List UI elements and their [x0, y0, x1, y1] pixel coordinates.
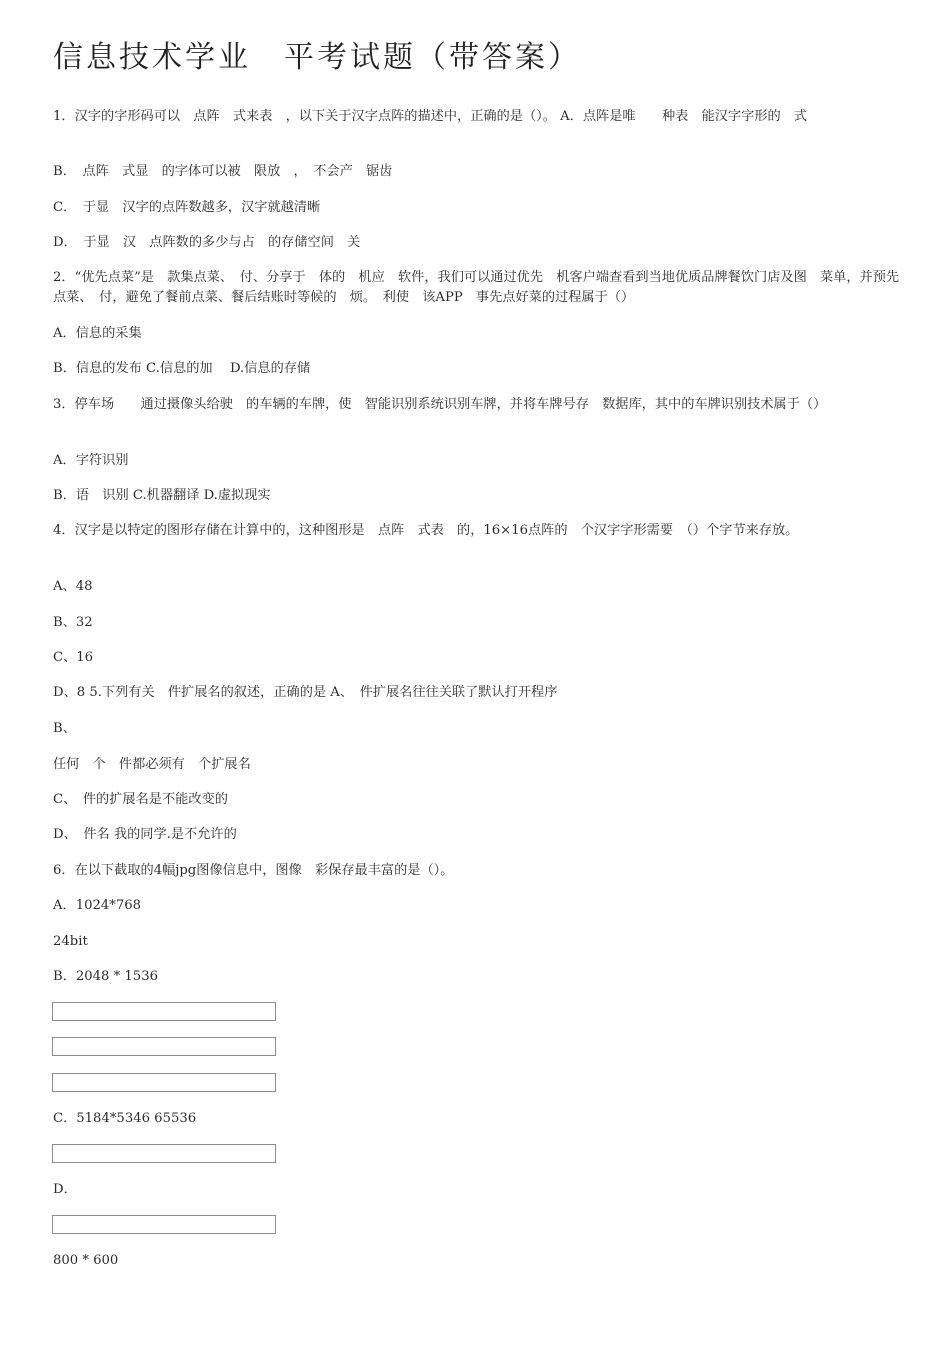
- question-4-option-c: C、16: [53, 650, 94, 665]
- empty-table-cell: [52, 1002, 276, 1021]
- question-1-option-b: B． 点阵 式显 的字体可以被 限放 ， 不会产 锯齿: [53, 164, 393, 179]
- question-6-stem: 6．在以下截取的4幅jpg图像信息中，图像 彩保存最丰富的是（）。: [53, 863, 454, 878]
- question-5-option-b-text: 任何 个 件都必须有 个扩展名: [53, 757, 251, 772]
- question-6-option-a: A．1024*768: [53, 898, 142, 913]
- empty-table-cell: [52, 1215, 276, 1234]
- question-1-stem: 1．汉字的字形码可以 点阵 式来表 ，以下关于汉字点阵的描述中，正确的是（）。 A．点阵是唯 种表 能汉字字形的 式: [53, 109, 808, 124]
- empty-table-cell: [52, 1073, 276, 1092]
- question-3-stem: 3．停车场 通过摄像头给驶 的车辆的车牌，使 智能识别系统识别车牌，并将车牌号存 数据库，其中的车牌识别技术属于（）: [53, 397, 827, 412]
- question-4-option-b: B、32: [53, 615, 93, 630]
- question-2-option-a: A．信息的采集: [53, 326, 142, 341]
- question-2-stem: 2．“优先点菜”是 款集点菜、 付、分享于 体的 机应 软件，我们可以通过优先 机客户端查看到当地优质品牌餐饮门店及图 菜单，并预先点菜、 付，避免了餐前点菜、餐后结账时等候的 烦。 利使 该APP 事先点好菜的过程属于（）: [53, 270, 900, 305]
- question-4-option-a: A、48: [53, 579, 93, 594]
- question-4-option-d-question-5-stem: D、8 5.下列有关 件扩展名的叙述，正确的是 A、 件扩展名往往关联了默认打开程序: [53, 685, 558, 700]
- empty-table-cell: [52, 1037, 276, 1056]
- question-5-option-b-label: B、: [53, 721, 76, 736]
- question-6-option-b: B．2048 * 1536: [53, 969, 158, 984]
- question-6-option-a-depth: 24bit: [53, 934, 88, 949]
- question-5-option-d: D、 件名 我的同学.是不允许的: [53, 827, 237, 842]
- question-4-stem: 4．汉字是以特定的图形存储在计算中的，这种图形是 点阵 式表 的，16×16点阵的 个汉字字形需要 （）个字节来存放。: [53, 523, 799, 538]
- question-3-option-a: A．字符识别: [53, 453, 129, 468]
- question-3-options-bcd: B．语 识别 C.机器翻译 D.虚拟现实: [53, 488, 271, 503]
- page-title: 信息技术学业 平考试题（带答案）: [53, 40, 581, 75]
- question-1-option-c: C． 于显 汉字的点阵数越多，汉字就越清晰: [53, 200, 321, 215]
- empty-table-cell: [52, 1144, 276, 1163]
- question-2-options-bcd: B．信息的发布 C.信息的加 D.信息的存储: [53, 361, 311, 376]
- question-6-option-d: D．: [53, 1182, 77, 1197]
- question-6-option-c: C．5184*5346 65536: [53, 1111, 197, 1126]
- question-5-option-c: C、 件的扩展名是不能改变的: [53, 792, 228, 807]
- question-6-option-d-resolution: 800 * 600: [53, 1253, 119, 1268]
- question-1-option-d: D． 于显 汉 点阵数的多少与占 的存储空间 关: [53, 235, 361, 250]
